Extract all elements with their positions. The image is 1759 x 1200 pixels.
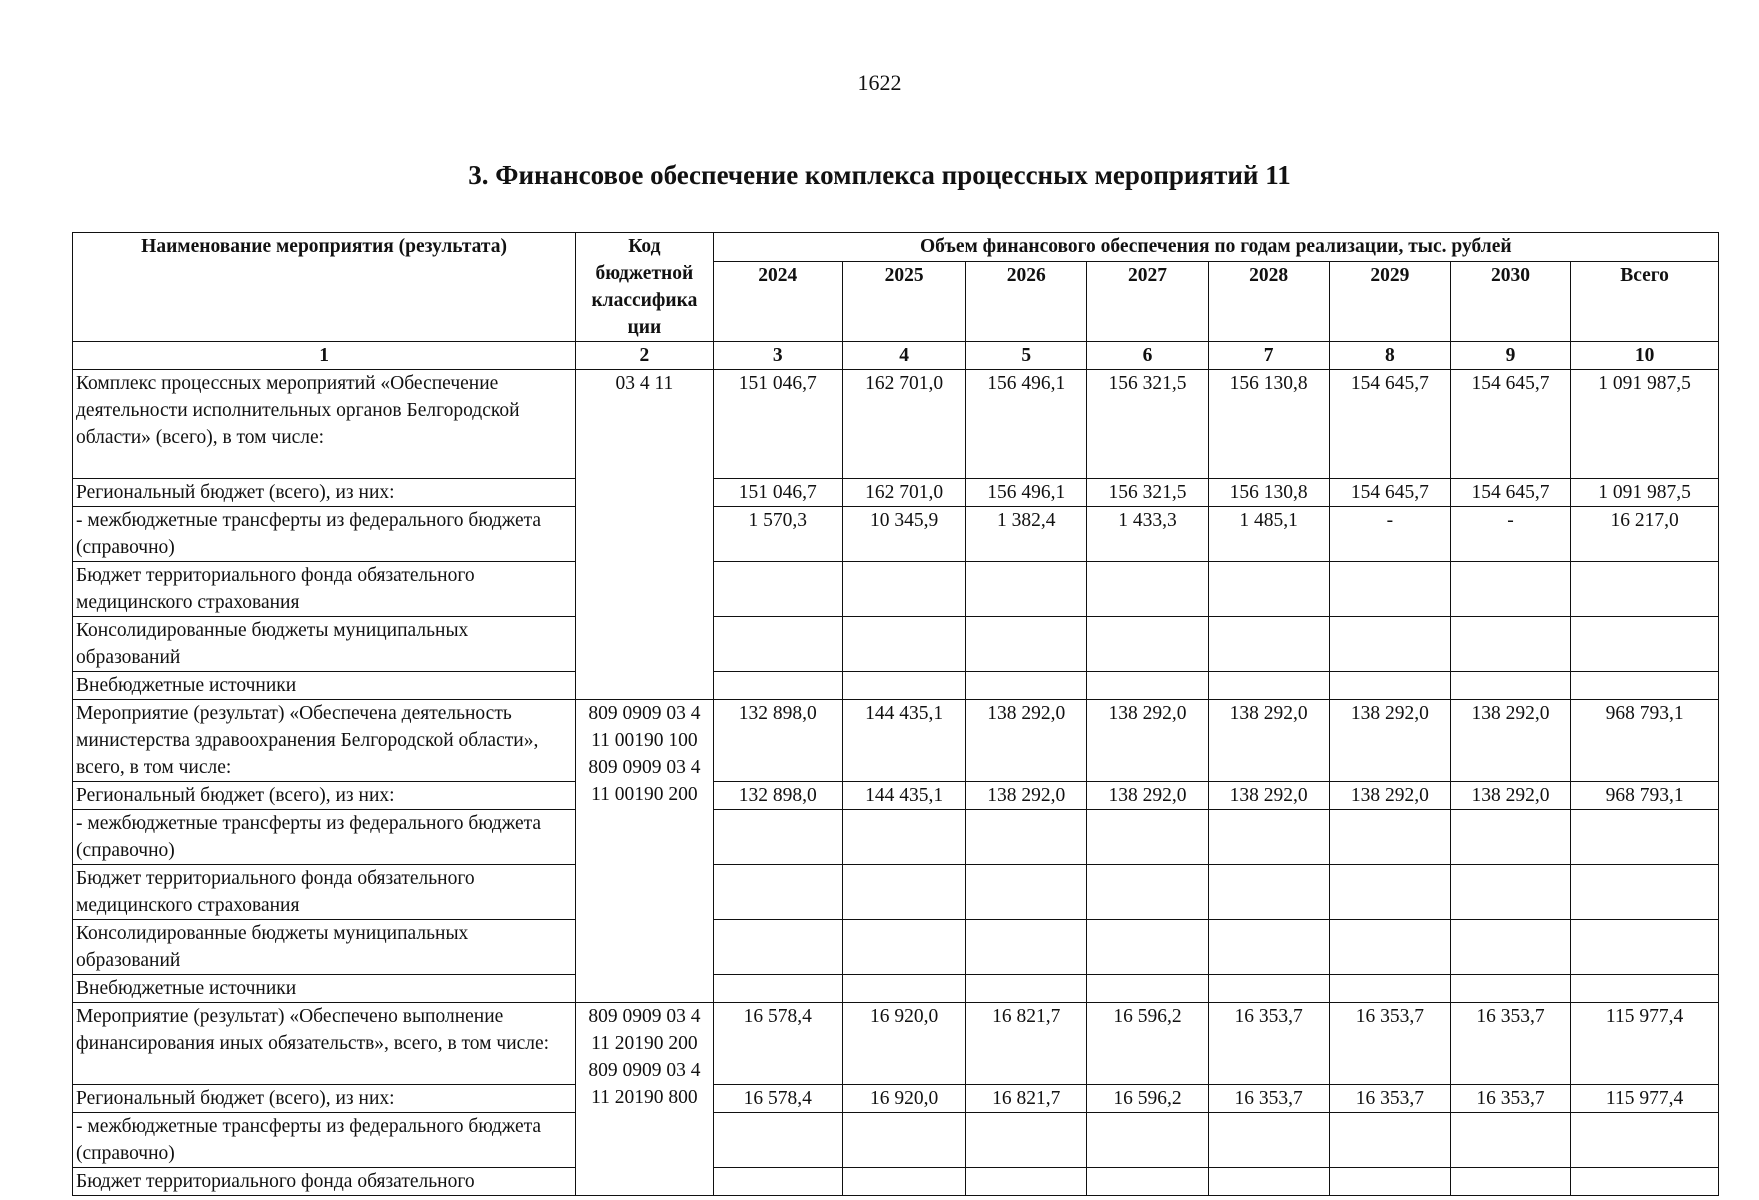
value-cell bbox=[1450, 672, 1570, 700]
header-index-row bbox=[73, 342, 1719, 370]
column-index: 8 bbox=[1329, 342, 1450, 370]
value-cell bbox=[1329, 562, 1450, 617]
value-cell bbox=[1329, 810, 1450, 865]
value-cell: 16 353,7 bbox=[1450, 1085, 1570, 1113]
value-cell bbox=[1450, 617, 1570, 672]
table-row bbox=[73, 810, 1719, 865]
value-cell: - bbox=[1329, 507, 1450, 562]
value-cell bbox=[1450, 810, 1570, 865]
section-title: 3. Финансовое обеспечение комплекса процессных мероприятий 11 bbox=[468, 160, 1291, 190]
value-cell: 154 645,7 bbox=[1329, 370, 1450, 479]
row-name: - межбюджетные трансферты из федерального бюджета (справочно) bbox=[73, 810, 576, 865]
budget-code: 03 4 11 bbox=[576, 370, 713, 700]
value-cell bbox=[842, 810, 965, 865]
value-cell bbox=[966, 810, 1087, 865]
table-row bbox=[73, 782, 1719, 810]
table-row bbox=[73, 507, 1719, 562]
row-name: Бюджет территориального фонда обязательного медицинского страхования bbox=[73, 865, 576, 920]
row-name: Консолидированные бюджеты муниципальных образований bbox=[73, 920, 576, 975]
value-cell: 138 292,0 bbox=[966, 782, 1087, 810]
table-row bbox=[73, 700, 1719, 782]
header-year: 2028 bbox=[1208, 261, 1329, 341]
value-cell: 162 701,0 bbox=[842, 370, 965, 479]
value-cell bbox=[1329, 1113, 1450, 1168]
value-cell-total: 968 793,1 bbox=[1571, 782, 1719, 810]
value-cell bbox=[1087, 865, 1208, 920]
row-name: Мероприятие (результат) «Обеспечена деятельность министерства здравоохранения Белгородской области», всего, в том числе: bbox=[73, 700, 576, 782]
value-cell: 132 898,0 bbox=[713, 700, 842, 782]
value-cell-total: 968 793,1 bbox=[1571, 700, 1719, 782]
value-cell: 138 292,0 bbox=[1329, 700, 1450, 782]
value-cell: 1 382,4 bbox=[966, 507, 1087, 562]
value-cell: 138 292,0 bbox=[1208, 700, 1329, 782]
value-cell: 156 321,5 bbox=[1087, 370, 1208, 479]
value-cell bbox=[966, 975, 1087, 1003]
value-cell: 138 292,0 bbox=[966, 700, 1087, 782]
column-index: 4 bbox=[842, 342, 965, 370]
value-cell-total bbox=[1571, 810, 1719, 865]
value-cell bbox=[713, 1168, 842, 1196]
row-name: - межбюджетные трансферты из федерального бюджета (справочно) bbox=[73, 1113, 576, 1168]
header-year: 2030 bbox=[1450, 261, 1570, 341]
value-cell: 151 046,7 bbox=[713, 370, 842, 479]
column-index: 9 bbox=[1450, 342, 1570, 370]
value-cell: 16 821,7 bbox=[966, 1003, 1087, 1085]
value-cell bbox=[1450, 1113, 1570, 1168]
value-cell-total bbox=[1571, 562, 1719, 617]
table-row bbox=[73, 1168, 1719, 1196]
value-cell: 154 645,7 bbox=[1329, 479, 1450, 507]
row-name: Региональный бюджет (всего), из них: bbox=[73, 1085, 576, 1113]
value-cell bbox=[842, 1168, 965, 1196]
value-cell: 138 292,0 bbox=[1329, 782, 1450, 810]
value-cell: 16 353,7 bbox=[1208, 1003, 1329, 1085]
value-cell bbox=[966, 865, 1087, 920]
value-cell bbox=[1087, 975, 1208, 1003]
row-name: Внебюджетные источники bbox=[73, 672, 576, 700]
header-total: Всего bbox=[1571, 261, 1719, 341]
value-cell bbox=[1450, 562, 1570, 617]
value-cell bbox=[713, 672, 842, 700]
value-cell: 16 353,7 bbox=[1329, 1003, 1450, 1085]
table-row bbox=[73, 920, 1719, 975]
header-year: 2027 bbox=[1087, 261, 1208, 341]
value-cell bbox=[1208, 920, 1329, 975]
value-cell: 154 645,7 bbox=[1450, 370, 1570, 479]
row-name: Комплекс процессных мероприятий «Обеспечение деятельности исполнительных органов Белгородской области» (всего), в том числе: bbox=[73, 370, 576, 479]
value-cell bbox=[1208, 617, 1329, 672]
value-cell: 156 321,5 bbox=[1087, 479, 1208, 507]
value-cell bbox=[1329, 865, 1450, 920]
value-cell bbox=[966, 617, 1087, 672]
value-cell bbox=[842, 920, 965, 975]
value-cell bbox=[1450, 865, 1570, 920]
value-cell: 1 570,3 bbox=[713, 507, 842, 562]
value-cell bbox=[842, 975, 965, 1003]
value-cell-total: 16 217,0 bbox=[1571, 507, 1719, 562]
column-index: 3 bbox=[713, 342, 842, 370]
column-index: 1 bbox=[73, 342, 576, 370]
value-cell-total bbox=[1571, 1113, 1719, 1168]
value-cell bbox=[1087, 672, 1208, 700]
value-cell: 138 292,0 bbox=[1087, 782, 1208, 810]
row-name: Консолидированные бюджеты муниципальных образований bbox=[73, 617, 576, 672]
value-cell-total bbox=[1571, 1168, 1719, 1196]
budget-code: 809 0909 03 4 11 00190 100 809 0909 03 4 11 00190 200 bbox=[576, 700, 713, 1003]
value-cell-total bbox=[1571, 975, 1719, 1003]
budget-code: 809 0909 03 4 11 20190 200 809 0909 03 4 11 20190 800 bbox=[576, 1003, 713, 1196]
row-name: Бюджет территориального фонда обязательного bbox=[73, 1168, 576, 1196]
row-name: - межбюджетные трансферты из федерального бюджета (справочно) bbox=[73, 507, 576, 562]
value-cell: 16 596,2 bbox=[1087, 1003, 1208, 1085]
value-cell: 1 485,1 bbox=[1208, 507, 1329, 562]
value-cell bbox=[1450, 975, 1570, 1003]
value-cell bbox=[1329, 1168, 1450, 1196]
value-cell bbox=[1087, 562, 1208, 617]
header-volume: Объем финансового обеспечения по годам реализации, тыс. рублей bbox=[713, 233, 1718, 262]
column-index: 5 bbox=[966, 342, 1087, 370]
value-cell: 138 292,0 bbox=[1208, 782, 1329, 810]
value-cell bbox=[1450, 920, 1570, 975]
value-cell bbox=[713, 810, 842, 865]
column-index: 10 bbox=[1571, 342, 1719, 370]
value-cell: 1 433,3 bbox=[1087, 507, 1208, 562]
value-cell bbox=[1087, 920, 1208, 975]
value-cell: 16 353,7 bbox=[1329, 1085, 1450, 1113]
value-cell: 162 701,0 bbox=[842, 479, 965, 507]
value-cell: 154 645,7 bbox=[1450, 479, 1570, 507]
value-cell bbox=[1208, 562, 1329, 617]
value-cell: 16 353,7 bbox=[1450, 1003, 1570, 1085]
value-cell-total bbox=[1571, 617, 1719, 672]
value-cell: 156 130,8 bbox=[1208, 479, 1329, 507]
table-row bbox=[73, 975, 1719, 1003]
value-cell bbox=[1208, 975, 1329, 1003]
value-cell bbox=[1087, 1113, 1208, 1168]
value-cell-total: 115 977,4 bbox=[1571, 1003, 1719, 1085]
row-name: Мероприятие (результат) «Обеспечено выполнение финансирования иных обязательств», всего, в том числе: bbox=[73, 1003, 576, 1085]
value-cell bbox=[966, 672, 1087, 700]
value-cell bbox=[1208, 865, 1329, 920]
value-cell-total bbox=[1571, 865, 1719, 920]
value-cell: 16 596,2 bbox=[1087, 1085, 1208, 1113]
header-code: Код бюджетной классифика ции bbox=[576, 233, 713, 342]
value-cell bbox=[842, 865, 965, 920]
value-cell bbox=[842, 617, 965, 672]
value-cell-total bbox=[1571, 920, 1719, 975]
table-row bbox=[73, 672, 1719, 700]
value-cell: 144 435,1 bbox=[842, 782, 965, 810]
value-cell bbox=[842, 562, 965, 617]
value-cell: 132 898,0 bbox=[713, 782, 842, 810]
value-cell: 156 496,1 bbox=[966, 370, 1087, 479]
value-cell bbox=[1208, 810, 1329, 865]
header-year: 2024 bbox=[713, 261, 842, 341]
value-cell bbox=[1087, 810, 1208, 865]
value-cell-total: 1 091 987,5 bbox=[1571, 370, 1719, 479]
header-year: 2026 bbox=[966, 261, 1087, 341]
value-cell bbox=[713, 617, 842, 672]
row-name: Региональный бюджет (всего), из них: bbox=[73, 479, 576, 507]
value-cell bbox=[713, 865, 842, 920]
value-cell: 151 046,7 bbox=[713, 479, 842, 507]
value-cell bbox=[713, 975, 842, 1003]
header-row-1 bbox=[73, 233, 1719, 262]
value-cell-total: 115 977,4 bbox=[1571, 1085, 1719, 1113]
value-cell: 16 920,0 bbox=[842, 1003, 965, 1085]
value-cell bbox=[842, 672, 965, 700]
table-row bbox=[73, 1003, 1719, 1085]
value-cell bbox=[966, 1113, 1087, 1168]
value-cell: 138 292,0 bbox=[1450, 700, 1570, 782]
value-cell: 16 578,4 bbox=[713, 1003, 842, 1085]
value-cell bbox=[842, 1113, 965, 1168]
header-name: Наименование мероприятия (результата) bbox=[73, 233, 576, 342]
value-cell: 144 435,1 bbox=[842, 700, 965, 782]
row-name: Бюджет территориального фонда обязательного медицинского страхования bbox=[73, 562, 576, 617]
value-cell bbox=[1450, 1168, 1570, 1196]
row-name: Региональный бюджет (всего), из них: bbox=[73, 782, 576, 810]
value-cell: 156 496,1 bbox=[966, 479, 1087, 507]
value-cell-total: 1 091 987,5 bbox=[1571, 479, 1719, 507]
table-row bbox=[73, 617, 1719, 672]
value-cell bbox=[1329, 672, 1450, 700]
table-body bbox=[73, 370, 1719, 1196]
value-cell bbox=[966, 920, 1087, 975]
table-row bbox=[73, 1113, 1719, 1168]
value-cell: 16 821,7 bbox=[966, 1085, 1087, 1113]
row-name: Внебюджетные источники bbox=[73, 975, 576, 1003]
value-cell bbox=[1329, 920, 1450, 975]
value-cell: 10 345,9 bbox=[842, 507, 965, 562]
value-cell: 138 292,0 bbox=[1087, 700, 1208, 782]
value-cell bbox=[1087, 617, 1208, 672]
table-row bbox=[73, 865, 1719, 920]
header-year: 2025 bbox=[842, 261, 965, 341]
column-index: 6 bbox=[1087, 342, 1208, 370]
header-year: 2029 bbox=[1329, 261, 1450, 341]
value-cell bbox=[713, 1113, 842, 1168]
page-number: 1622 bbox=[857, 70, 902, 95]
value-cell bbox=[1087, 1168, 1208, 1196]
table-row bbox=[73, 479, 1719, 507]
value-cell bbox=[713, 562, 842, 617]
value-cell: 156 130,8 bbox=[1208, 370, 1329, 479]
value-cell bbox=[1329, 617, 1450, 672]
column-index: 7 bbox=[1208, 342, 1329, 370]
table-row bbox=[73, 1085, 1719, 1113]
value-cell bbox=[966, 1168, 1087, 1196]
value-cell bbox=[713, 920, 842, 975]
value-cell bbox=[1208, 672, 1329, 700]
value-cell bbox=[1208, 1168, 1329, 1196]
value-cell-total bbox=[1571, 672, 1719, 700]
value-cell: 16 920,0 bbox=[842, 1085, 965, 1113]
value-cell bbox=[1329, 975, 1450, 1003]
value-cell bbox=[1208, 1113, 1329, 1168]
value-cell: 16 353,7 bbox=[1208, 1085, 1329, 1113]
table-row bbox=[73, 370, 1719, 479]
value-cell: 16 578,4 bbox=[713, 1085, 842, 1113]
column-index: 2 bbox=[576, 342, 713, 370]
financing-table bbox=[72, 232, 1719, 1196]
table-row bbox=[73, 562, 1719, 617]
value-cell bbox=[966, 562, 1087, 617]
value-cell: - bbox=[1450, 507, 1570, 562]
value-cell: 138 292,0 bbox=[1450, 782, 1570, 810]
